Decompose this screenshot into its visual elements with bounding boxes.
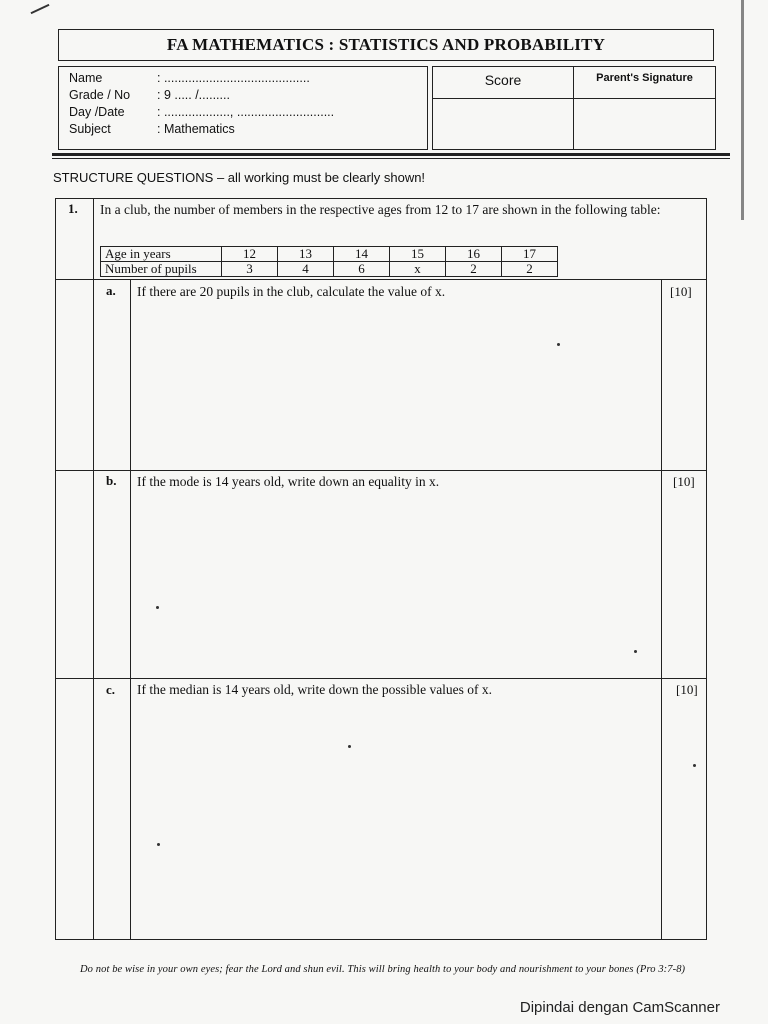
day-label: Day /Date	[69, 105, 125, 119]
age-row-header: Age in years	[101, 247, 222, 262]
section-heading: STRUCTURE QUESTIONS – all working must be clearly shown!	[53, 170, 426, 185]
name-label: Name	[69, 71, 103, 85]
table-row	[101, 262, 558, 277]
part-b-marks: [10]	[673, 474, 695, 489]
age-cell: 17	[502, 247, 558, 262]
scan-speck	[634, 650, 637, 653]
pupils-cell: 2	[502, 262, 558, 277]
score-signature-box	[432, 66, 716, 150]
day-field: : ..................., ............................	[157, 105, 335, 119]
part-c-answer-space[interactable]	[137, 700, 657, 935]
part-c-text: If the median is 14 years old, write down the possible values of x.	[137, 682, 493, 697]
marks-column-line	[661, 279, 662, 939]
question-number: 1.	[68, 201, 78, 216]
part-a-marks: [10]	[670, 284, 692, 299]
scan-artifact-mark	[31, 4, 50, 14]
part-label-column-line	[130, 279, 131, 939]
scan-speck	[557, 343, 560, 346]
stem-separator-line	[56, 279, 706, 280]
info-row-name	[69, 71, 310, 88]
info-row-subject	[69, 122, 235, 139]
part-b-answer-space[interactable]	[137, 490, 657, 672]
scan-speck	[348, 745, 351, 748]
part-c-marks: [10]	[676, 682, 698, 697]
pupils-cell: 6	[334, 262, 390, 277]
divider-thick	[52, 153, 730, 156]
name-field: : ..........................................	[157, 71, 310, 85]
info-row-day	[69, 105, 334, 122]
age-cell: 13	[278, 247, 334, 262]
part-c-label: c.	[106, 682, 116, 697]
student-info-box	[58, 66, 428, 150]
pupils-row-header: Number of pupils	[101, 262, 222, 277]
part-a-text: If there are 20 pupils in the club, calculate the value of x.	[137, 284, 446, 299]
score-label: Score	[484, 72, 522, 88]
part-b-text: If the mode is 14 years old, write down an equality in x.	[137, 474, 440, 489]
age-cell: 12	[222, 247, 278, 262]
scan-edge-shadow	[741, 0, 744, 220]
part-b-label: b.	[106, 473, 117, 488]
info-row-grade	[69, 88, 230, 105]
table-row	[101, 247, 558, 262]
age-cell: 16	[446, 247, 502, 262]
footer-bible-quote: Do not be wise in your own eyes; fear the Lord and shun evil. This will bring health to your body and nourishment to your bones (Pro 3:7-8)	[80, 964, 686, 975]
grade-field: : 9 ..... /.........	[157, 88, 230, 102]
page-title: FA MATHEMATICS : STATISTICS AND PROBABILITY	[166, 35, 606, 54]
age-cell: 14	[334, 247, 390, 262]
score-divider-horizontal	[433, 98, 715, 99]
parent-signature-label: Parent's Signature	[596, 72, 693, 84]
scan-speck	[693, 764, 696, 767]
part-a-separator-line	[56, 470, 706, 471]
divider-thin	[52, 158, 730, 159]
scan-speck	[156, 606, 159, 609]
part-a-label: a.	[106, 283, 116, 298]
subject-label: Subject	[69, 122, 111, 136]
pupils-cell: 3	[222, 262, 278, 277]
age-frequency-table	[100, 246, 558, 277]
subject-field: : Mathematics	[157, 122, 235, 136]
pupils-cell: 4	[278, 262, 334, 277]
camscanner-watermark: Dipindai dengan CamScanner	[519, 999, 720, 1016]
pupils-cell: x	[390, 262, 446, 277]
pupils-cell: 2	[446, 262, 502, 277]
part-a-answer-space[interactable]	[137, 300, 657, 464]
age-cell: 15	[390, 247, 446, 262]
question-number-column-line	[93, 199, 94, 939]
title-box	[58, 29, 714, 61]
part-b-separator-line	[56, 678, 706, 679]
scan-speck	[157, 843, 160, 846]
grade-label: Grade / No	[69, 88, 131, 102]
question-stem: In a club, the number of members in the respective ages from 12 to 17 are shown in the following table:	[100, 202, 661, 217]
